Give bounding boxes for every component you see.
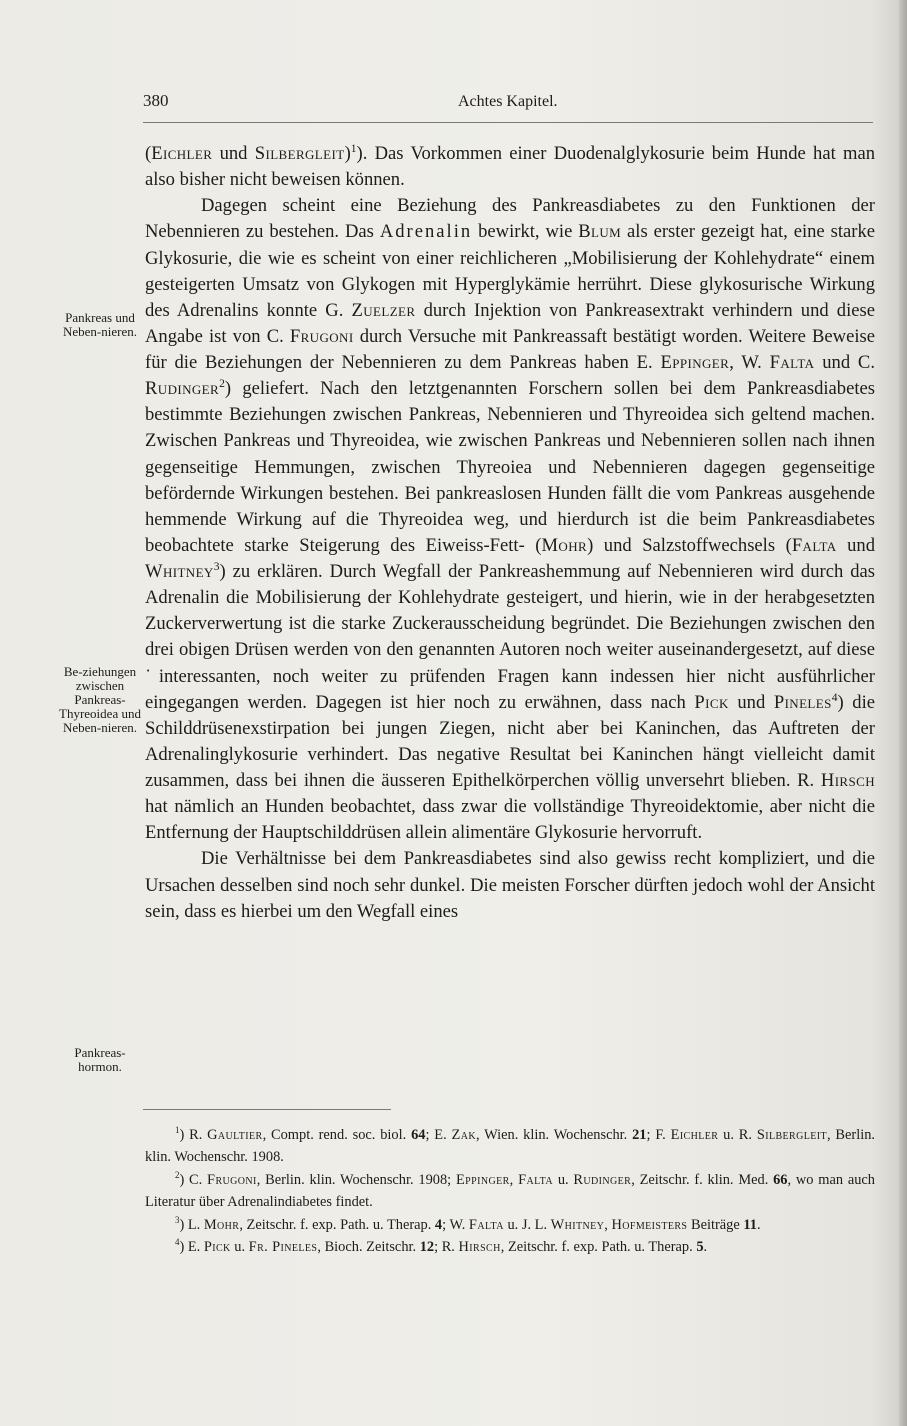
footnote-2: $^2$) C. Frugoni, Berlin. klin. Wochenschr. 1908; Eppinger, Falta u. Rudinger, Zeitschr. f. klin. Med. 66, wo man auch Literatur über Adrenalindiabetes findet.	[145, 1170, 876, 1211]
footnote-3: $^3$) L. Mohr, Zeitschr. f. exp. Path. u. Therap. 4; W. Falta u. J. L. Whitney, Hofmeisters Beiträge 11.	[175, 1214, 761, 1233]
footnote-number: 4	[175, 1237, 180, 1248]
text: durch Versuche mit Pankreassaft bestätigt worden. Weitere Beweise für die Beziehungen der Nebennieren zu dem Pankreas haben E.	[145, 325, 875, 373]
text: durch Injektion von Pankreasextrakt verhindern und diese Angabe ist von C.	[145, 299, 875, 347]
footnote-number: 3	[175, 1214, 180, 1225]
author: Falta	[518, 1171, 554, 1188]
author: Hofmeisters	[611, 1216, 688, 1233]
text: und	[212, 143, 255, 164]
page-number: 380	[143, 91, 169, 110]
text: , Compt. rend. soc. biol.	[262, 1127, 412, 1143]
text: , Bioch. Zeitschr.	[317, 1239, 420, 1256]
author: Rudinger	[573, 1171, 632, 1188]
page-header	[143, 91, 873, 115]
text: .	[756, 1216, 761, 1233]
text: , W.	[729, 352, 770, 373]
margin-note-pankreashormon: Pankreas-hormon.	[74, 1045, 126, 1074]
author: Hirsch	[458, 1239, 501, 1256]
footnotes	[145, 1124, 875, 1258]
author-whitney: Whitney	[145, 561, 214, 582]
text: , Zeitschr. f. klin. Med.	[631, 1171, 774, 1188]
text: u.	[230, 1239, 249, 1256]
text: L.	[187, 1216, 204, 1233]
author: Falta	[468, 1216, 504, 1233]
author: Frugoni	[207, 1171, 257, 1188]
author-pick: Pick	[694, 691, 729, 713]
volume: 11	[743, 1216, 757, 1233]
text: R.	[189, 1127, 208, 1143]
author: Eppinger	[455, 1171, 510, 1188]
text: , Zeitschr. f. exp. Path. u. Therap.	[500, 1239, 697, 1256]
text: ) geliefert. Nach den letztgenannten Forschern sollen bei dem Pankreasdiabetes bestimmte Beziehungen zwischen Pankreas, Nebennieren und Thyreoidea sich geltend machen. Zwischen Pankreas und Thyreoidea, wie zwischen Pankreas und Nebennieren sollen nach ihnen gegenseitige Hemmungen, zwischen Thyreoiea und Nebennieren dagegen gegenseitige befördernde Wirkungen bestehen. Bei pankreaslosen Hunden fällt die vom Pankreas ausgehende hemmende Wirkung auf die Thyreoidea weg, und hierdurch ist die beim Pankreasdiabetes beobachtete starke Steigerung des Eiweiss-Fett- (	[145, 378, 875, 556]
margin-note-pankreas-nebennieren: Pankreas und Neben-nieren.	[63, 310, 137, 339]
author-falta-2: Falta	[791, 534, 837, 556]
text: ). Das Vorkommen einer Duodenalglykosurie beim Hunde hat man also bisher nicht beweisen können.	[145, 143, 875, 191]
footnote-ref-4: 4	[831, 691, 838, 704]
volume: 5	[696, 1239, 704, 1256]
author-falta: Falta	[769, 352, 815, 373]
text: und C.	[814, 352, 875, 373]
text: , wo man auch Literatur über Adrenalindiabetes findet.	[145, 1171, 876, 1211]
footnote-number: 2	[175, 1170, 180, 1181]
text: ; R.	[434, 1239, 459, 1256]
author: Eichler	[670, 1127, 719, 1143]
volume: 4	[434, 1216, 443, 1233]
paragraph-3: Die Verhältnisse bei dem Pankreasdiabetes sind also gewiss recht kompliziert, und die Ursachen desselben sind noch sehr dunkel. Die meisten Forscher dürften jedoch wohl der Ansicht sein, dass es hierbei um den Wegfall eines	[145, 848, 875, 922]
text: C.	[189, 1171, 208, 1188]
text: Beiträge	[687, 1216, 744, 1233]
author: Silbergleit	[756, 1127, 827, 1143]
author: Gaultier	[207, 1127, 263, 1143]
paragraph-2	[145, 193, 875, 846]
author-hirsch: Hirsch	[820, 770, 875, 791]
margin-note-beziehungen: Be-ziehungen zwischen Pankreas-Thyreoidea und Neben-nieren.	[59, 664, 141, 735]
volume: 66	[773, 1171, 788, 1188]
body-text	[145, 141, 875, 925]
text: und	[728, 691, 774, 713]
author-silbergleit: Silbergleit	[254, 143, 345, 164]
text: )	[344, 143, 351, 164]
author-frugoni: Frugoni	[289, 325, 354, 347]
author-zuelzer: Zuelzer	[351, 299, 416, 321]
author: Whitney	[550, 1216, 605, 1233]
author-pineles: Pineles	[773, 691, 832, 713]
text: .	[703, 1239, 708, 1256]
header-rule	[143, 122, 873, 123]
text: Dagegen scheint eine Beziehung des Pankreasdiabetes zu den Funktionen der Nebennieren zu bestehen. Das	[145, 195, 875, 243]
footnote-1: $^1$) R. Gaultier, Compt. rend. soc. biol. 64; E. Zak, Wien. klin. Wochenschr. 21; F. Eichler u. R. Silbergleit, Berlin. klin. Wochenschr. 1908.	[145, 1125, 875, 1166]
running-head: Achtes Kapitel.	[458, 93, 558, 110]
page-edge	[899, 0, 907, 1426]
footnote-ref-1: 1	[350, 142, 357, 155]
author-mohr: Mohr	[541, 534, 588, 556]
text: , Wien. klin. Wochenschr.	[475, 1127, 633, 1143]
author: Fr. Pineles	[248, 1239, 318, 1256]
text: , Zeitschr. f. exp. Path. u. Therap.	[239, 1216, 435, 1233]
author-rudinger: Rudinger	[145, 378, 220, 400]
footnote-4: $^4$) E. Pick u. Fr. Pineles, Bioch. Zeitschr. 12; R. Hirsch, Zeitschr. f. exp. Path. u. Therap. 5.	[175, 1237, 708, 1256]
text: hat nämlich an Hunden beobachtet, dass zwar die vollständige Thyreoidektomie, aber nicht die Entfernung der Hauptschilddrüsen allein alimentäre Glykosurie hervorruft.	[145, 796, 875, 844]
text: bewirkt, wie	[472, 221, 579, 243]
text: ; W.	[442, 1216, 469, 1233]
term-adrenalin: Adrenalin	[379, 221, 473, 243]
text: ; F.	[646, 1127, 671, 1143]
text: E.	[187, 1239, 204, 1256]
text: u. J. L.	[503, 1216, 551, 1233]
author: Mohr	[203, 1216, 240, 1233]
footnote-ref-2: 2	[219, 377, 225, 390]
author-eppinger: Eppinger	[660, 352, 730, 373]
text: ,	[509, 1171, 519, 1188]
text: u. R.	[718, 1127, 757, 1143]
footnote-rule	[143, 1109, 391, 1110]
author: Zak	[451, 1127, 476, 1143]
text: , Berlin. klin. Wochenschr. 1908.	[145, 1127, 875, 1166]
volume: 21	[632, 1127, 647, 1143]
paragraph-1: (Eichler und Silbergleit)$^1$). Das Vorkommen einer Duodenalglykosurie beim Hunde hat man also bisher nicht beweisen können.	[145, 142, 875, 191]
text: , Berlin. klin. Wochenschr. 1908;	[256, 1171, 456, 1188]
text: als erster gezeigt hat, eine starke Glykosurie, die wie es scheint von einer reichlicheren „Mobilisierung der Kohlehydrate“ einem gesteigerten Umsatz von Glykogen mit Hyperglykämie herrührt. Diese glykosurische Wirkung des Adrenalins konnte G.	[145, 221, 875, 321]
author-eichler: Eichler	[151, 143, 213, 164]
text: ) zu erklären. Durch Wegfall der Pankreashemmung auf Nebennieren wird durch das Adrenalin die Mobilisierung der Kohlehydrate gesteigert, und hierin, wie in der herabgesetzten Zuckerverwertung ist die starke Zuckerausscheidung begründet. Die Beziehungen zwischen den drei obigen Drüsen werden von den genannten Autoren noch weiter auseinandergesetzt, auf diese ˙interessanten, noch weiter zu prüfenden Fragen kann indessen hier nicht ausführlicher eingegangen werden. Dagegen ist hier noch zu erwähnen, dass nach	[145, 561, 875, 713]
text: ) und Salzstoffwechsels (	[587, 534, 792, 556]
text: u.	[553, 1171, 574, 1188]
author: Pick	[203, 1239, 231, 1256]
text: ) die Schilddrüsenexstirpation bei jungen Ziegen, nicht aber bei Kaninchen, das Auftreten der Adrenalinglykosurie verhindert. Das negative Resultat bei Kaninchen hängt vielleicht damit zusammen, dass bei ihnen die äusseren Epithelkörperchen völlig unversehrt blieben. R.	[145, 691, 876, 791]
footnote-number: 1	[175, 1125, 180, 1136]
author-blum: Blum	[578, 221, 622, 243]
volume: 12	[419, 1239, 435, 1256]
text: ; E.	[425, 1127, 452, 1143]
text: und	[836, 534, 875, 556]
volume: 64	[411, 1127, 426, 1143]
footnote-ref-3: 3	[213, 560, 220, 573]
text: ,	[604, 1216, 612, 1233]
